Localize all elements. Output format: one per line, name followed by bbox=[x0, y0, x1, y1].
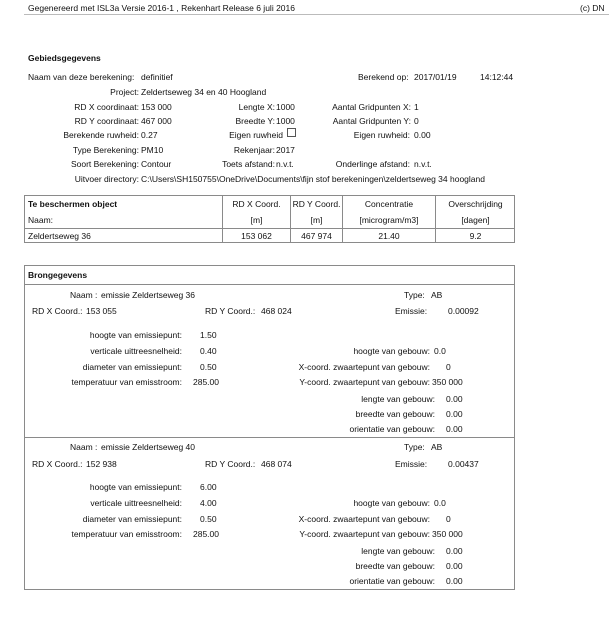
object-row-rdy: 467 974 bbox=[301, 231, 332, 241]
source-rdx: 153 055 bbox=[86, 306, 117, 316]
ruwheid-label: Berekende ruwheid: bbox=[63, 130, 139, 140]
header-rule bbox=[24, 14, 609, 15]
bron-source-divider bbox=[24, 437, 515, 438]
toets-label: Toets afstand: bbox=[222, 159, 275, 169]
object-unit-name: Naam: bbox=[28, 215, 54, 225]
type-label: Type Berekening: bbox=[72, 145, 139, 155]
source-xz-label: X-coord. zwaartepunt van gebouw: bbox=[298, 514, 430, 524]
source-bg: 0.00 bbox=[446, 409, 463, 419]
source-rdy-label: RD Y Coord.: bbox=[205, 306, 256, 316]
source-vert-label: verticale uittreesnelheid: bbox=[90, 346, 182, 356]
object-row-overschrijding: 9.2 bbox=[469, 231, 482, 241]
onder-value: n.v.t. bbox=[414, 159, 432, 169]
lengte-label: Lengte X: bbox=[238, 102, 275, 112]
source-lg: 0.00 bbox=[446, 546, 463, 556]
source-yz: 350 000 bbox=[432, 377, 463, 387]
gridy-value: 0 bbox=[414, 116, 419, 126]
object-unit-rdx: [m] bbox=[250, 215, 263, 225]
source-yz-label: Y-coord. zwaartepunt van gebouw: bbox=[299, 529, 430, 539]
type-value: PM10 bbox=[141, 145, 164, 155]
gridx-value: 1 bbox=[414, 102, 419, 112]
rdy-value: 467 000 bbox=[141, 116, 172, 126]
object-unit-rdy: [m] bbox=[310, 215, 323, 225]
source-rdx-label: RD X Coord.: bbox=[32, 306, 83, 316]
source-lg-label: lengte van gebouw: bbox=[361, 394, 435, 404]
source-og: 0.00 bbox=[446, 424, 463, 434]
object-row-rdx: 153 062 bbox=[241, 231, 272, 241]
berekend-date: 2017/01/19 bbox=[414, 72, 457, 82]
rdx-value: 153 000 bbox=[141, 102, 172, 112]
object-row-name: Zeldertseweg 36 bbox=[28, 231, 91, 241]
source-temp-label: temperatuur van emisstroom: bbox=[71, 377, 182, 387]
source-rdy: 468 024 bbox=[261, 306, 292, 316]
rdx-label: RD X coordinaat: bbox=[74, 102, 139, 112]
copyright-text: (c) DN bbox=[580, 3, 605, 13]
source-naam-label: Naam : bbox=[70, 290, 98, 300]
uitvoer-label: Uitvoer directory: bbox=[74, 174, 139, 184]
object-header-concentratie: Concentratie bbox=[364, 199, 414, 209]
source-diam: 0.50 bbox=[200, 514, 217, 524]
project-label: Project: bbox=[110, 87, 139, 97]
object-header-rdx: RD X Coord. bbox=[232, 199, 281, 209]
rekenjaar-label: Rekenjaar: bbox=[233, 145, 275, 155]
source-og-label: orientatie van gebouw: bbox=[349, 576, 435, 586]
source-hoogte-label: hoogte van emissiepunt: bbox=[89, 482, 182, 492]
source-diam: 0.50 bbox=[200, 362, 217, 372]
berekend-time: 14:12:44 bbox=[480, 72, 514, 82]
source-lg-label: lengte van gebouw: bbox=[361, 546, 435, 556]
toets-value: n.v.t. bbox=[276, 159, 294, 169]
object-row-concentratie: 21.40 bbox=[378, 231, 400, 241]
source-xz: 0 bbox=[446, 362, 451, 372]
source-naam-label: Naam : bbox=[70, 442, 98, 452]
naam-label: Naam van deze berekening: bbox=[28, 72, 135, 82]
source-yz-label: Y-coord. zwaartepunt van gebouw: bbox=[299, 377, 430, 387]
source-emissie: 0.00437 bbox=[448, 459, 479, 469]
source-diam-label: diameter van emissiepunt: bbox=[82, 514, 182, 524]
source-hoogte: 6.00 bbox=[200, 482, 217, 492]
onder-label: Onderlinge afstand: bbox=[335, 159, 410, 169]
source-hg: 0.0 bbox=[434, 498, 446, 508]
source-rdy: 468 074 bbox=[261, 459, 292, 469]
object-header-name: Te beschermen object bbox=[28, 199, 118, 209]
source-type: AB bbox=[431, 442, 443, 452]
breedte-value: 1000 bbox=[276, 116, 295, 126]
eigen-ruwheid-label: Eigen ruwheid bbox=[229, 130, 283, 140]
source-hoogte: 1.50 bbox=[200, 330, 217, 340]
source-hg: 0.0 bbox=[434, 346, 446, 356]
object-header-rdy: RD Y Coord. bbox=[292, 199, 341, 209]
source-hg-label: hoogte van gebouw: bbox=[353, 346, 430, 356]
eigen-ruwheid-checkbox[interactable] bbox=[287, 128, 296, 137]
gridy-label: Aantal Gridpunten Y: bbox=[332, 116, 411, 126]
eigen-ruwheid-value-label: Eigen ruwheid: bbox=[353, 130, 410, 140]
source-vert-label: verticale uittreesnelheid: bbox=[90, 498, 182, 508]
source-rdx-label: RD X Coord.: bbox=[32, 459, 83, 469]
rdy-label: RD Y coordinaat: bbox=[74, 116, 139, 126]
source-bg: 0.00 bbox=[446, 561, 463, 571]
source-vert: 0.40 bbox=[200, 346, 217, 356]
source-hoogte-label: hoogte van emissiepunt: bbox=[89, 330, 182, 340]
generated-by-text: Gegenereerd met ISL3a Versie 2016-1 , Rekenhart Release 6 juli 2016 bbox=[28, 3, 295, 13]
source-emissie-label: Emissie: bbox=[395, 306, 428, 316]
bron-title-rule bbox=[24, 284, 515, 285]
breedte-label: Breedte Y: bbox=[235, 116, 275, 126]
section-title-bron: Brongegevens bbox=[28, 270, 88, 280]
soort-label: Soort Berekening: bbox=[70, 159, 139, 169]
source-yz: 350 000 bbox=[432, 529, 463, 539]
source-lg: 0.00 bbox=[446, 394, 463, 404]
naam-value: definitief bbox=[141, 72, 173, 82]
gridx-label: Aantal Gridpunten X: bbox=[332, 102, 411, 112]
eigen-ruwheid-value: 0.00 bbox=[414, 130, 431, 140]
source-emissie: 0.00092 bbox=[448, 306, 479, 316]
source-bg-label: breedte van gebouw: bbox=[355, 409, 435, 419]
project-value: Zeldertseweg 34 en 40 Hoogland bbox=[141, 87, 267, 97]
source-rdx: 152 938 bbox=[86, 459, 117, 469]
object-unit-overschrijding: [dagen] bbox=[461, 215, 490, 225]
source-emissie-label: Emissie: bbox=[395, 459, 428, 469]
source-og-label: orientatie van gebouw: bbox=[349, 424, 435, 434]
ruwheid-value: 0.27 bbox=[141, 130, 158, 140]
source-rdy-label: RD Y Coord.: bbox=[205, 459, 256, 469]
source-type-label: Type: bbox=[404, 290, 425, 300]
source-naam: emissie Zeldertseweg 36 bbox=[101, 290, 196, 300]
source-og: 0.00 bbox=[446, 576, 463, 586]
berekend-label: Berekend op: bbox=[358, 72, 409, 82]
source-type: AB bbox=[431, 290, 443, 300]
source-diam-label: diameter van emissiepunt: bbox=[82, 362, 182, 372]
lengte-value: 1000 bbox=[276, 102, 295, 112]
source-xz-label: X-coord. zwaartepunt van gebouw: bbox=[298, 362, 430, 372]
source-bg-label: breedte van gebouw: bbox=[355, 561, 435, 571]
object-unit-concentratie: [microgram/m3] bbox=[359, 215, 419, 225]
source-vert: 4.00 bbox=[200, 498, 217, 508]
source-naam: emissie Zeldertseweg 40 bbox=[101, 442, 196, 452]
section-title-gebied: Gebiedsgegevens bbox=[28, 53, 101, 63]
rekenjaar-value: 2017 bbox=[276, 145, 295, 155]
source-temp-label: temperatuur van emisstroom: bbox=[71, 529, 182, 539]
source-temp: 285.00 bbox=[193, 377, 219, 387]
object-header-overschrijding: Overschrijding bbox=[448, 199, 503, 209]
source-temp: 285.00 bbox=[193, 529, 219, 539]
soort-value: Contour bbox=[141, 159, 172, 169]
source-xz: 0 bbox=[446, 514, 451, 524]
uitvoer-value: C:\Users\SH150755\OneDrive\Documents\fijn stof berekeningen\zeldertseweg 34 hoogland bbox=[141, 174, 485, 184]
source-type-label: Type: bbox=[404, 442, 425, 452]
source-hg-label: hoogte van gebouw: bbox=[353, 498, 430, 508]
